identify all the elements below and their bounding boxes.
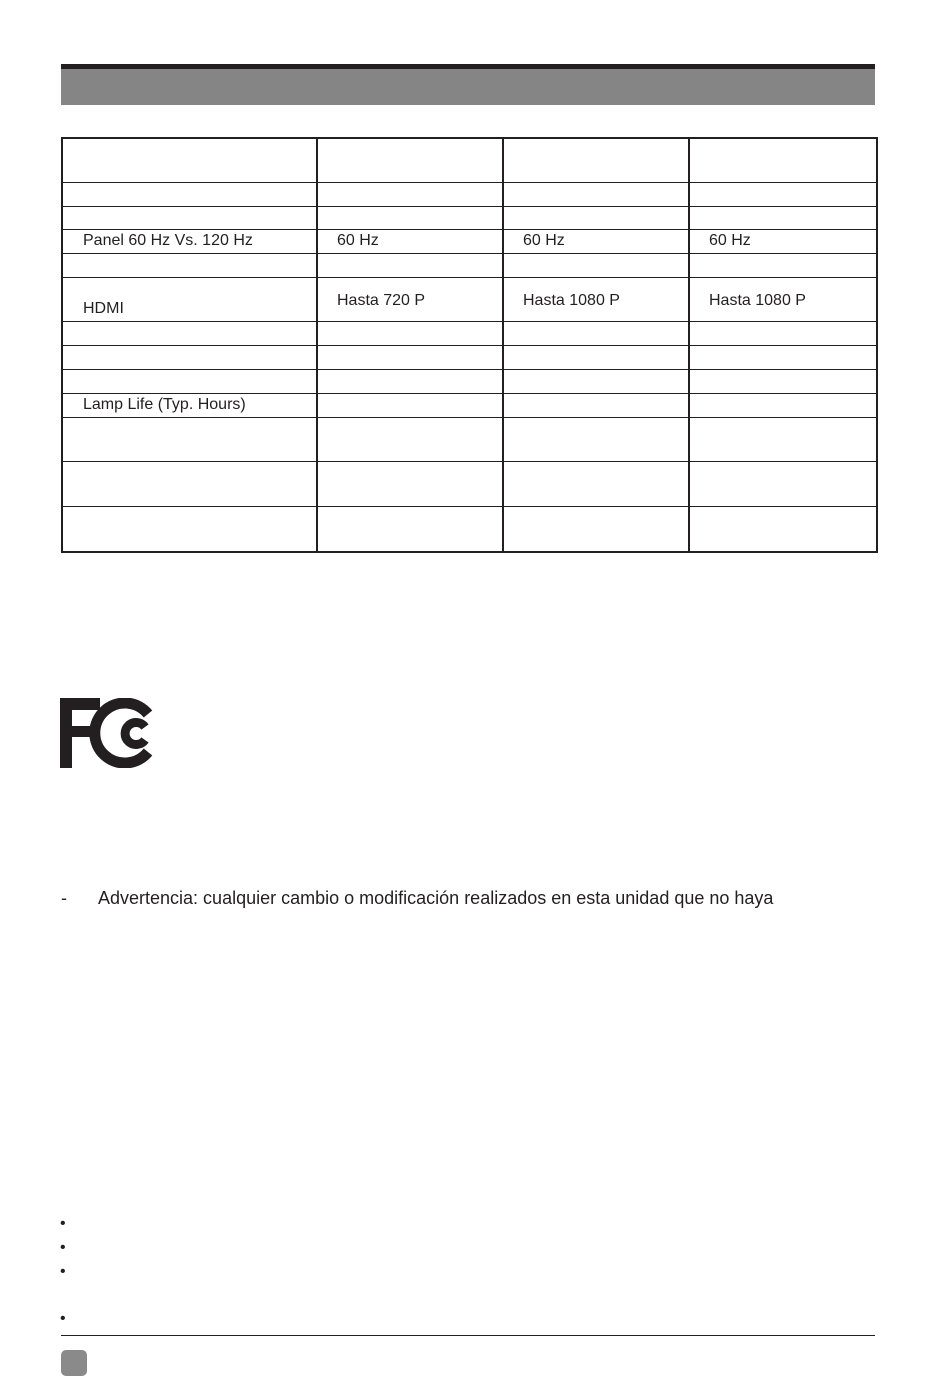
spec-value-cell xyxy=(503,461,689,506)
spec-name-cell xyxy=(62,369,317,393)
spec-value-cell xyxy=(317,182,503,206)
table-row xyxy=(62,506,877,552)
bullet-marker: • xyxy=(60,1310,66,1327)
spec-value-cell: 60 Hz xyxy=(503,229,689,253)
spec-name-cell xyxy=(62,506,317,552)
spec-name-cell xyxy=(62,417,317,461)
table-row xyxy=(62,277,877,321)
table-row xyxy=(62,182,877,206)
bullet-marker: • xyxy=(60,1263,66,1280)
table-row xyxy=(62,369,877,393)
spec-name-cell: HDMI xyxy=(62,277,317,321)
spec-name-cell xyxy=(62,138,317,182)
spec-value-cell xyxy=(689,321,877,345)
spec-value-cell xyxy=(689,182,877,206)
spec-value-cell xyxy=(689,461,877,506)
spec-value-cell: 60 Hz xyxy=(317,229,503,253)
spec-value-cell: 60 Hz xyxy=(689,229,877,253)
spec-value-cell xyxy=(503,321,689,345)
spec-value-cell xyxy=(689,417,877,461)
spec-name-cell: Panel 60 Hz Vs. 120 Hz xyxy=(62,229,317,253)
table-row xyxy=(62,321,877,345)
spec-value-cell xyxy=(503,138,689,182)
spec-value-cell xyxy=(689,138,877,182)
bullet-marker: • xyxy=(60,1239,66,1256)
table-row xyxy=(62,206,877,229)
spec-value-cell: Hasta 720 P xyxy=(317,277,503,321)
spec-value-cell xyxy=(317,461,503,506)
spec-value-cell xyxy=(689,206,877,229)
spec-value-cell xyxy=(689,345,877,369)
spec-value-cell xyxy=(317,206,503,229)
spec-value-cell xyxy=(317,369,503,393)
table-row xyxy=(62,253,877,277)
spec-value-cell xyxy=(317,138,503,182)
table-row xyxy=(62,461,877,506)
table-row xyxy=(62,345,877,369)
page-number-tab xyxy=(61,1350,87,1376)
spec-value-cell xyxy=(503,253,689,277)
spec-value-cell xyxy=(317,253,503,277)
spec-value-cell xyxy=(503,206,689,229)
spec-value-cell xyxy=(689,393,877,417)
table-row xyxy=(62,229,877,253)
spec-value-cell xyxy=(503,369,689,393)
spec-name-cell xyxy=(62,253,317,277)
spec-name-cell xyxy=(62,182,317,206)
spec-name-cell xyxy=(62,321,317,345)
spec-value-cell xyxy=(503,345,689,369)
bullet-marker: • xyxy=(60,1215,66,1232)
warning-text: Advertencia: cualquier cambio o modificación realizados en esta unidad que no haya xyxy=(98,888,774,908)
spec-value-cell xyxy=(503,506,689,552)
spec-name-cell: Lamp Life (Typ. Hours) xyxy=(62,393,317,417)
spec-value-cell xyxy=(689,253,877,277)
spec-value-cell xyxy=(689,369,877,393)
section-header-bar xyxy=(61,64,875,105)
spec-value-cell xyxy=(317,506,503,552)
spec-value-cell xyxy=(503,182,689,206)
spec-name-cell xyxy=(62,206,317,229)
spec-value-cell: Hasta 1080 P xyxy=(503,277,689,321)
spec-name-cell xyxy=(62,345,317,369)
spec-value-cell xyxy=(317,321,503,345)
table-row xyxy=(62,393,877,417)
spec-value-cell: Hasta 1080 P xyxy=(689,277,877,321)
table-row xyxy=(62,417,877,461)
spec-value-cell xyxy=(503,393,689,417)
spec-value-cell xyxy=(317,393,503,417)
spec-table xyxy=(61,137,878,553)
spec-value-cell xyxy=(503,417,689,461)
spec-value-cell xyxy=(317,417,503,461)
spec-value-cell xyxy=(689,506,877,552)
fcc-logo-icon xyxy=(60,698,156,768)
warning-dash: - xyxy=(61,888,67,908)
footer-divider xyxy=(61,1335,875,1336)
spec-name-cell xyxy=(62,461,317,506)
table-row xyxy=(62,138,877,182)
spec-value-cell xyxy=(317,345,503,369)
